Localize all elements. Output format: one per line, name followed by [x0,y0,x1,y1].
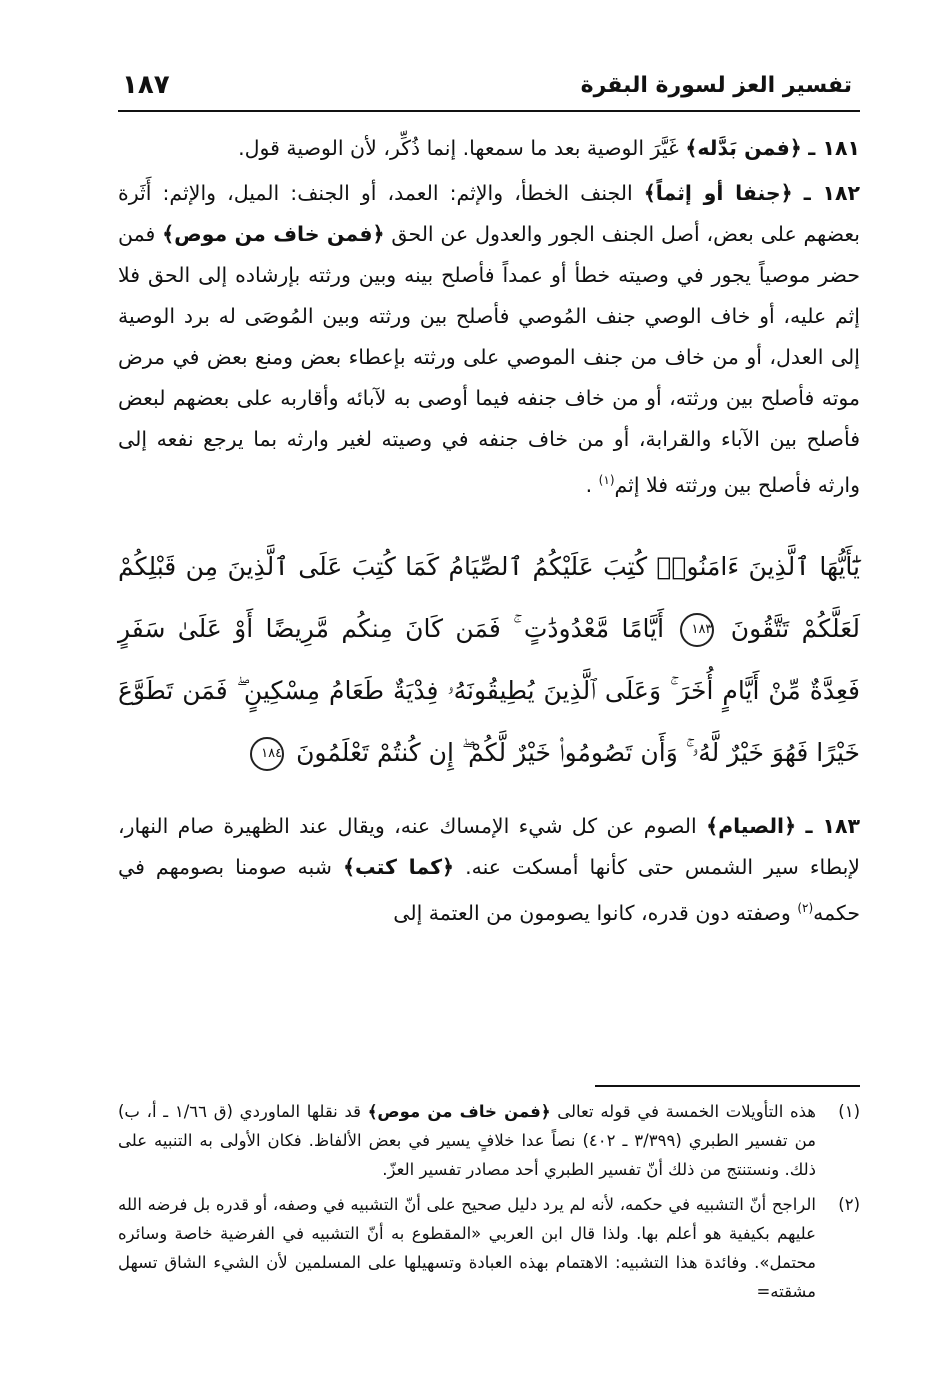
running-title: تفسير العز لسورة البقرة [580,72,852,98]
commentary-text: الصوم عن كل شيء الإمساك عنه، ويقال عند الظهيرة صام النهار، لإبطاء سير الشمس حتى كأنها أمسكت عنه. [118,813,860,879]
commentary-text: وصفته دون قدره، كانوا يصومون من العتمة إلى [393,900,791,925]
verse-text: أَيَّامًا مَّعْدُودَٰتٍ ۚ فَمَن كَانَ مِنكُم مَّرِيضًا أَوْ عَلَىٰ سَفَرٍ فَعِدَّةٌ مِّنْ أَيَّامٍ أُخَرَ ۚ وَعَلَى ٱلَّذِينَ يُطِيقُونَهُۥ فِدْيَةٌ طَعَامُ مِسْكِينٍ ۖ فَمَن تَطَوَّعَ خَيْرًا فَهُوَ خَيْرٌ لَّهُۥ ۚ وَأَن تَصُومُوا۟ خَيْرٌ لَّكُمْ ۖ إِن كُنتُمْ تَعْلَمُونَ [118,613,860,767]
footnote-ref: (٢) [797,900,814,915]
footnote-text [118,1097,816,1184]
footnote-text [118,1190,816,1306]
ayah-number-marker: ١٨٣ [680,613,714,647]
quran-term: ﴿جنفا أو إثماً﴾ [643,181,793,205]
footnote-number: (٢) [838,1195,860,1214]
footnote-number: (١) [838,1102,860,1121]
paragraph-183 [118,806,860,934]
quran-term: ﴿الصيام﴾ [706,813,797,838]
sentence-end: . [585,472,593,497]
page-number: ١٨٧ [122,70,170,100]
footnotes [118,1097,860,1312]
footnote [118,1097,860,1184]
paragraph-181 [118,128,860,169]
footnote [118,1190,860,1306]
verse-number: ١٨٢ ـ [803,181,860,205]
quran-term: ﴿فمن خاف من موص﴾ [162,222,385,246]
verse-number: ١٨٣ ـ [805,813,860,838]
footnote-text-part: هذه التأويلات الخمسة في قوله تعالى [557,1102,817,1121]
commentary-text: الجنف الخطأ، والإثم: العمد، أو الجنف: الميل، والإثم: أَثَرة بعضهم على بعض، أصل الجنف الجور والعدول عن الحق [118,181,860,246]
commentary-text: غَيَّرَ الوصية بعد ما سمعها. إنما ذُكِّر، لأن الوصية قول. [238,136,679,160]
verse-text: يَٰٓأَيُّهَا ٱلَّذِينَ ءَامَنُوا۟ كُتِبَ عَلَيْكُمُ ٱلصِّيَامُ كَمَا كُتِبَ عَلَى ٱلَّذِينَ مِن قَبْلِكُمْ لَعَلَّكُمْ تَتَّقُونَ [118,551,860,643]
verse-number: ١٨١ ـ [808,136,860,160]
quran-term: ﴿فمن بَدَّله﴾ [685,136,802,160]
ayah-number-marker: ١٨٤ [250,737,284,771]
quran-term: ﴿كما كتب﴾ [342,854,455,879]
quran-verse-block [118,536,860,784]
page-header [118,60,860,112]
page [118,60,860,1301]
quran-term: ﴿فمن خاف من موص﴾ [367,1102,551,1121]
footnote-ref: (١) [598,473,615,487]
footnote-text-part: الراجح أنّ التشبيه في حكمه، لأنه لم يرد دليل صحيح على أنّ التشبيه في وصفه، أو قدره بل فرضه الله عليهم بكيفية هو أعلم بها. ولذا قال ابن العربي «المقطوع به أنّ التشبيه في الفرضية خاصة وسائره محتمل». وفائدة هذا التشبيه: الاهتمام بهذه العبادة وتسهيلها على المسلمين لأن الشيء الشاق تسهل مشقته= [118,1195,816,1301]
commentary-text: شبه صومنا بصومهم في حكمه [118,854,860,925]
paragraph-182 [118,173,860,506]
footnote-text-part: قد نقلها الماوردي (ق ١/٦٦ ـ أ، ب) من تفسير الطبري (٣/٣٩٩ ـ ٤٠٢) نصاً عدا خلافٍ يسير في بعض الألفاظ. فكان الأولى به التنبيه على ذلك. ونستنتج من ذلك أنّ تفسير الطبري أحد مصادر تفسير العزّ. [118,1102,816,1179]
footnote-divider [595,1085,860,1087]
commentary-text: فمن حضر موصياً يجور في وصيته خطأ أو عمداً فأصلح بينه وبين ورثته بإرشاده إلى الحق فلا إثم عليه، أو خاف الوصي جنف المُوصي فأصلح بين ورثته وبين المُوصَى له برد الوصية إلى العدل، أو من خاف من جنف الموصي على ورثته بإعطاء بعض ومنع بعض في مرض موته فأصلح بين ورثته، أو من خاف جنفه فيما أوصى به لآبائه وأقاربه على بعضهم لبعض فأصلح بين الآباء والقرابة، أو من خاف جنفه في وصيته لغير وارثه بما يرجع نفعه إلى وارثه فأصلح بين ورثته فلا إثم [118,222,860,497]
